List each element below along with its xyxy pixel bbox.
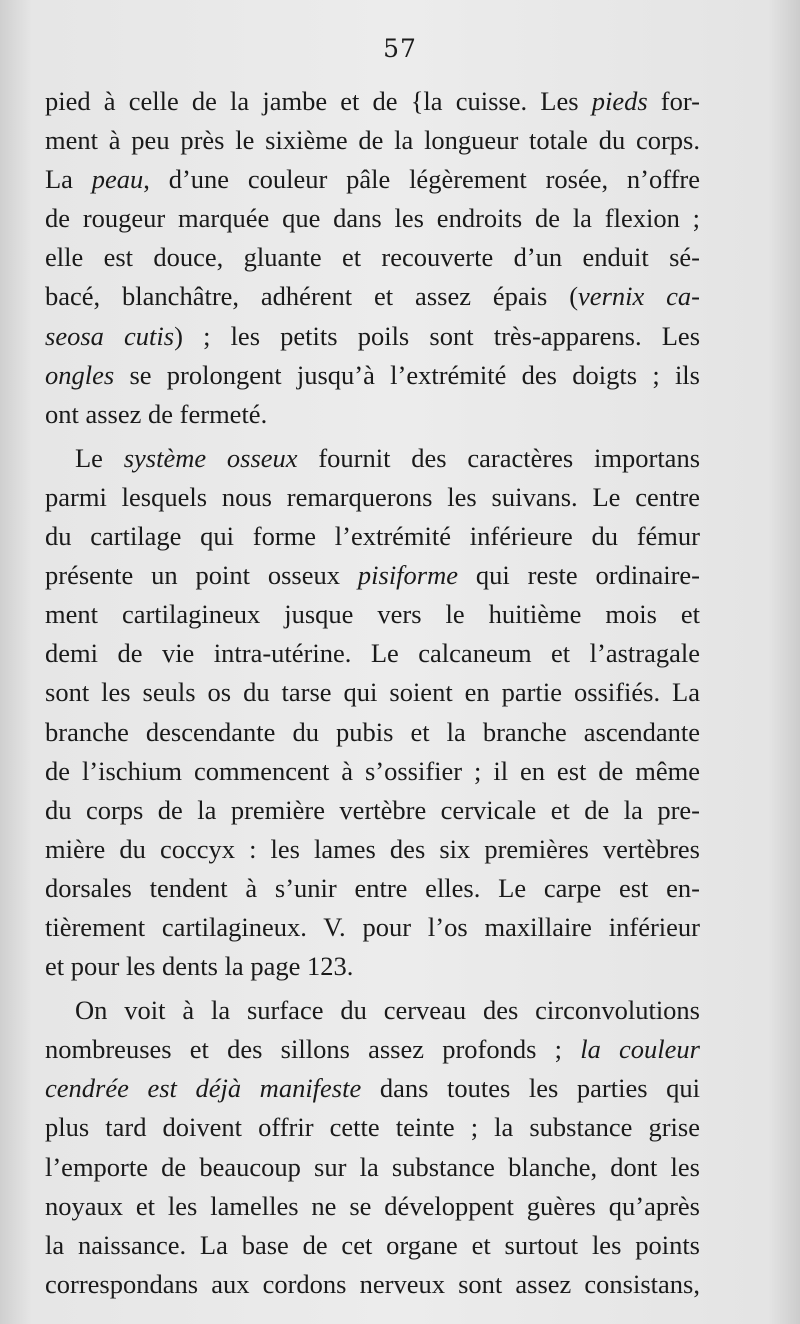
text-segment: La [45,164,92,195]
italic-term: la couleur [580,1034,700,1065]
text-segment: On voit à la surface du cerveau des circonvolutions [75,995,700,1026]
text-segment: la naissance. La base de cet organe et surtout les points [45,1229,700,1260]
italic-term: peau [91,164,144,195]
text-segment: sont les seuls os du tarse qui soient en partie ossifiés. La [45,677,700,708]
text-line [45,1030,700,1069]
text-line [45,991,700,1030]
text-segment: dorsales tendent à s’unir entre elles. Le carpe est en- [45,872,700,903]
text-line [45,713,700,752]
text-line [45,1187,700,1226]
text-segment: nombreuses et des sillons assez profonds ; [45,1034,581,1065]
italic-term: ongles [45,359,115,390]
text-segment: for- [647,86,700,116]
text-line [45,439,700,478]
text-line [45,556,700,595]
italic-term: pisiforme [357,560,459,591]
text-segment: elle est douce, gluante et recouverte d’un enduit sé- [45,242,700,273]
text-segment: ment à peu près le sixième de la longueur totale du corps. [45,125,700,156]
text-line [45,82,700,121]
text-line [45,356,700,395]
text-segment: de l’ischium commencent à s’ossifier ; il en est de même [45,755,700,786]
text-segment: et pour les dents la page 123. [45,951,354,982]
text-line [45,869,700,908]
text-line [45,238,700,277]
text-line [45,517,700,556]
text-line [45,160,700,199]
text-segment: se prolongent jusqu’à l’extrémité des doigts ; ils [114,359,700,390]
text-segment: ) ; les petits poils sont très-apparens. Les [174,320,701,351]
text-line [45,1226,700,1265]
text-segment: du cartilage qui forme l’extrémité inférieure du fémur [45,521,700,552]
text-line [45,1148,700,1187]
text-segment: présente un point osseux [45,560,358,591]
text-line [45,1108,700,1147]
text-line [45,752,700,791]
text-segment: ont assez de fermeté. [45,398,268,429]
text-segment: bacé, blanchâtre, adhérent et assez épais ( [45,281,579,312]
text-line [45,1069,700,1108]
text-line [45,317,700,356]
text-line [45,1265,700,1304]
text-line [45,830,700,869]
italic-term: cendrée est déjà manifeste [45,1073,362,1104]
text-segment: parmi lesquels nous remarquerons les suivans. Le centre [45,481,700,512]
text-segment: branche descendante du pubis et la branche ascendante [45,716,700,747]
text-line [45,199,700,238]
page-number: 57 [383,34,417,63]
text-line [45,395,700,434]
text-segment: pied à celle de la jambe et de {la cuisse. Les [45,86,592,116]
body-text [45,82,700,1304]
text-segment: , d’une couleur pâle légèrement rosée, n’offre [143,164,701,195]
italic-term: pieds [591,86,648,116]
text-segment: du corps de la première vertèbre cervicale et de la pre- [45,794,700,825]
text-segment: qui reste ordinaire- [458,560,700,591]
text-line [45,121,700,160]
text-line [45,634,700,673]
italic-term: seosa cutis [45,320,175,351]
text-line [45,947,700,986]
text-line [45,595,700,634]
italic-term: système osseux [123,442,298,473]
text-segment: fournit des caractères importans [297,442,701,473]
text-line [45,478,700,517]
text-line [45,791,700,830]
text-segment: dans toutes les parties qui [361,1073,701,1104]
text-segment: de rougeur marquée que dans les endroits de la flexion ; [45,203,700,234]
text-segment: noyaux et les lamelles ne se développent guères qu’après [45,1190,700,1221]
text-segment: ment cartilagineux jusque vers le huitième mois et [45,599,700,630]
text-line [45,277,700,316]
text-segment: mière du coccyx : les lames des six premières vertèbres [45,833,700,864]
text-segment: plus tard doivent offrir cette teinte ; la substance grise [45,1112,700,1143]
text-segment: tièrement cartilagineux. V. pour l’os maxillaire inférieur [45,911,700,942]
text-line [45,908,700,947]
text-segment: Le [75,442,124,473]
text-segment: demi de vie intra-utérine. Le calcaneum et l’astragale [45,638,700,669]
italic-term: vernix ca- [578,281,700,312]
text-line [45,673,700,712]
text-segment: l’emporte de beaucoup sur la substance blanche, dont les [45,1151,700,1182]
text-segment: correspondans aux cordons nerveux sont assez consistans, [45,1268,700,1299]
